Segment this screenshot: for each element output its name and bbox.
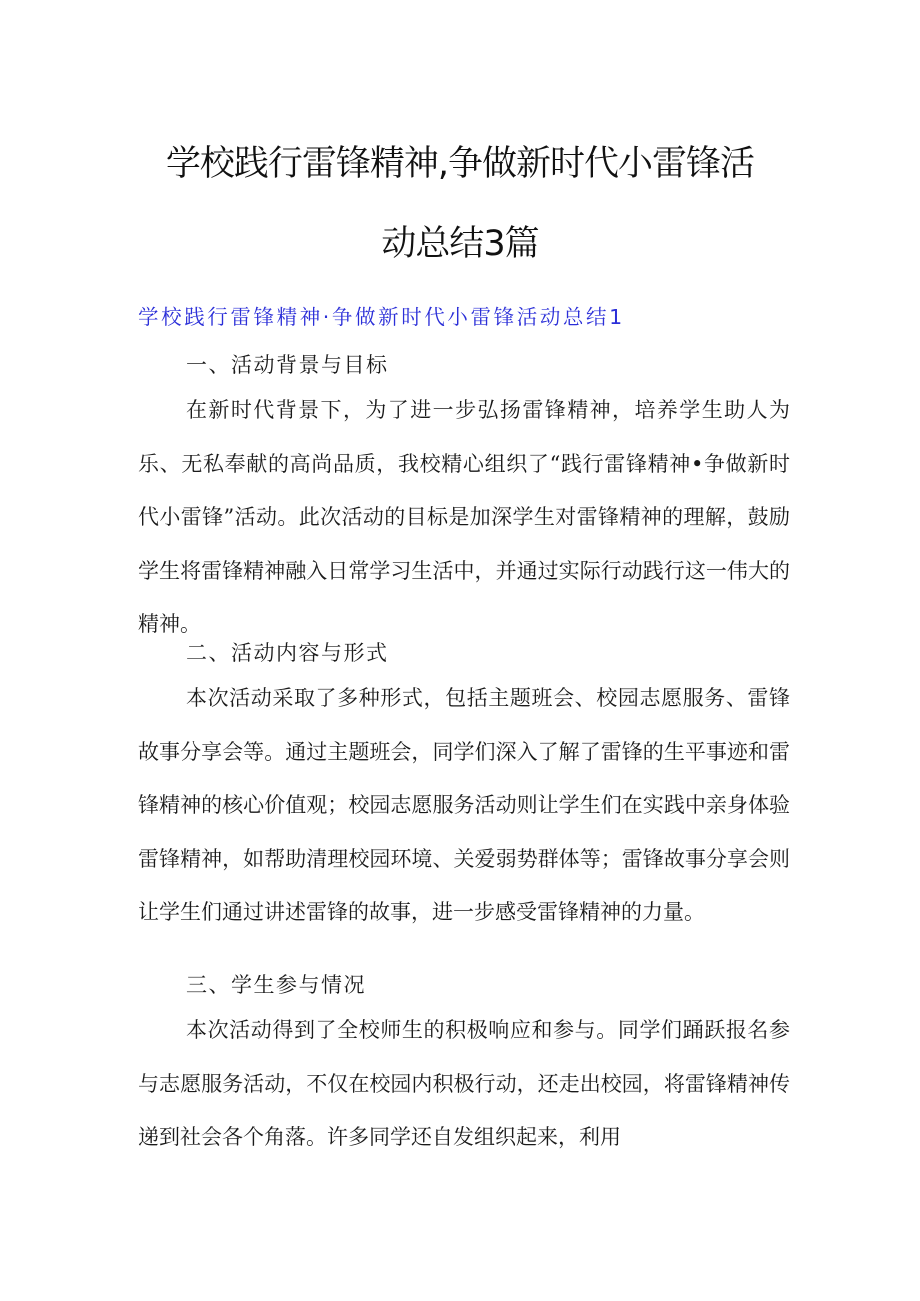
section-heading-content: 二、活动内容与形式 [186,641,389,665]
paragraph-background: 在新时代背景下，为了进一步弘扬雷锋精神，培养学生助人为乐、无私奉献的高尚品质，我校精心组织了“践行雷锋精神•争做新时代小雷锋”活动。此次活动的目标是加深学生对雷锋精神的理解，鼓励学生将雷锋精神融入日常学习生活中，并通过实际行动践行这一伟大的精神。 [138,398,790,636]
paragraph-participation: 本次活动得到了全校师生的积极响应和参与。同学们踊跃报名参与志愿服务活动，不仅在校园内积极行动，还走出校园，将雷锋精神传递到社会各个角落。许多同学还自发组织起来，利用 [138,1018,790,1149]
section-title: 学校践行雷锋精神·争做新时代小雷锋活动总结1 [138,305,625,329]
section-heading-participation: 三、学生参与情况 [186,973,366,997]
section-heading-background: 一、活动背景与目标 [186,353,389,377]
paragraph-content: 本次活动采取了多种形式，包括主题班会、校园志愿服务、雷锋故事分享会等。通过主题班会，同学们深入了解了雷锋的生平事迹和雷锋精神的核心价值观；校园志愿服务活动则让学生们在实践中亲身体验雷锋精神，如帮助清理校园环境、关爱弱势群体等；雷锋故事分享会则让学生们通过讲述雷锋的故事，进一步感受雷锋精神的力量。 [138,686,790,924]
document-title-line-2: 动总结3篇 [381,224,539,264]
document-title-line-1: 学校践行雷锋精神,争做新时代小雷锋活 [165,144,755,184]
